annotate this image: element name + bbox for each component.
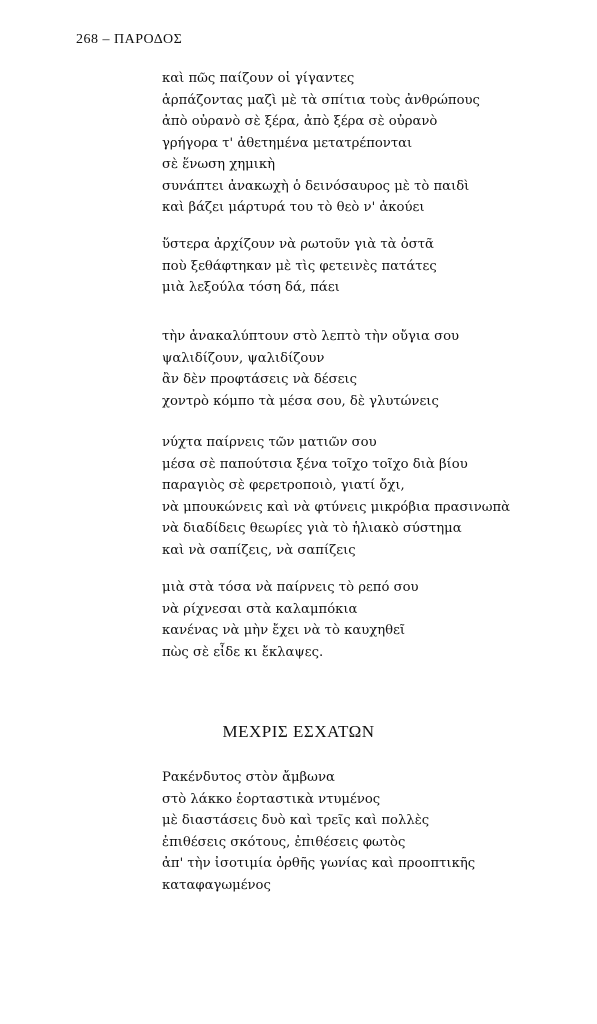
poem2-stanza-1 <box>162 767 475 896</box>
poem-line: ποὺ ξεθάφτηκαν μὲ τὶς φετεινὲς πατάτες <box>162 258 437 274</box>
poem-line: παραγιὸς σὲ φερετροποιὸ, γιατί ὄχι, <box>162 478 405 493</box>
poem-line: καταφαγωμένος <box>162 877 271 893</box>
poem-line: Ρακένδυτος στὸν ἄμβωνα <box>162 770 335 785</box>
poem-title: ΜΕΧΡΙΣ ΕΣΧΑΤΩΝ <box>222 722 375 741</box>
poem1-stanza-4 <box>162 432 510 561</box>
poem-line: μιὰ στὰ τόσα νὰ παίρνεις τὸ ρεπό σου <box>162 580 419 595</box>
poem-line: νὰ διαδίδεις θεωρίες γιὰ τὸ ἡλιακὸ σύστημα <box>162 521 462 536</box>
poem-line: μιὰ λεξούλα τόση δά, πάει <box>162 280 340 295</box>
poem-line: καὶ νὰ σαπίζεις, νὰ σαπίζεις <box>162 542 356 558</box>
poem-line: ἀπὸ οὐρανὸ σὲ ξέρα, ἀπὸ ξέρα σὲ οὐρανὸ <box>162 114 438 129</box>
poem-line: μέσα σὲ παπούτσια ξένα τοῖχο τοῖχο διὰ βίου <box>162 456 468 472</box>
poem-line: συνάπτει ἀνακωχὴ ὁ δεινόσαυρος μὲ τὸ παιδὶ <box>162 178 470 194</box>
poem-line: ἀπ' τὴν ἰσοτιμία ὀρθῆς γωνίας καὶ προοπτικῆς <box>162 856 476 871</box>
poem-line: μὲ διαστάσεις δυὸ καὶ τρεῖς καὶ πολλὲς <box>162 813 430 828</box>
poem-line: στὸ λάκκο ἑορταστικὰ ντυμένος <box>162 791 381 807</box>
poem1-stanza-2 <box>162 234 437 299</box>
poem1-stanza-1 <box>162 68 480 219</box>
poem-line: νὰ ρίχνεσαι στὰ καλαμπόκια <box>162 601 358 617</box>
poem-line: καὶ βάζει μάρτυρά του τὸ θεὸ ν' ἀκούει <box>162 200 425 215</box>
poem-line: κανένας νὰ μὴν ἔχει νὰ τὸ καυχηθεῖ <box>162 623 406 638</box>
poem-line: χοντρὸ κόμπο τὰ μέσα σου, δὲ γλυτώνεις <box>162 393 439 409</box>
poem-line: πὼς σὲ εἶδε κι ἔκλαψες. <box>162 644 324 660</box>
poem-line: σὲ ἕνωση χημικὴ <box>162 157 275 172</box>
poem-line: ὕστερα ἀρχίζουν νὰ ρωτοῦν γιὰ τὰ ὀστᾶ <box>162 237 434 252</box>
poem-line: καὶ πῶς παίζουν οἱ γίγαντες <box>162 71 355 86</box>
poem-line: τὴν ἀνακαλύπτουν στὸ λεπτὸ τὴν οὔγια σου <box>162 329 460 344</box>
poem-line: νὰ μπουκώνεις καὶ νὰ φτύνεις μικρόβια πρασινωπὰ <box>162 499 511 515</box>
poem-line: ἁρπάζοντας μαζὶ μὲ τὰ σπίτια τοὺς ἀνθρώπους <box>162 92 480 108</box>
poem1-stanza-5 <box>162 577 419 663</box>
poem-line: νύχτα παίρνεις τῶν ματιῶν σου <box>162 435 377 450</box>
poem-line: γρήγορα τ' ἀθετημένα μετατρέπονται <box>162 135 413 151</box>
poem1-stanza-3 <box>162 326 459 412</box>
poem-line: ψαλιδίζουν, ψαλιδίζουν <box>162 350 325 366</box>
poem-line: ἂν δὲν προφτάσεις νὰ δέσεις <box>162 372 357 387</box>
poem-line: ἐπιθέσεις σκότους, ἐπιθέσεις φωτὸς <box>162 834 406 850</box>
running-head: 268 – ΠΑΡΟΔΟΣ <box>76 32 183 47</box>
